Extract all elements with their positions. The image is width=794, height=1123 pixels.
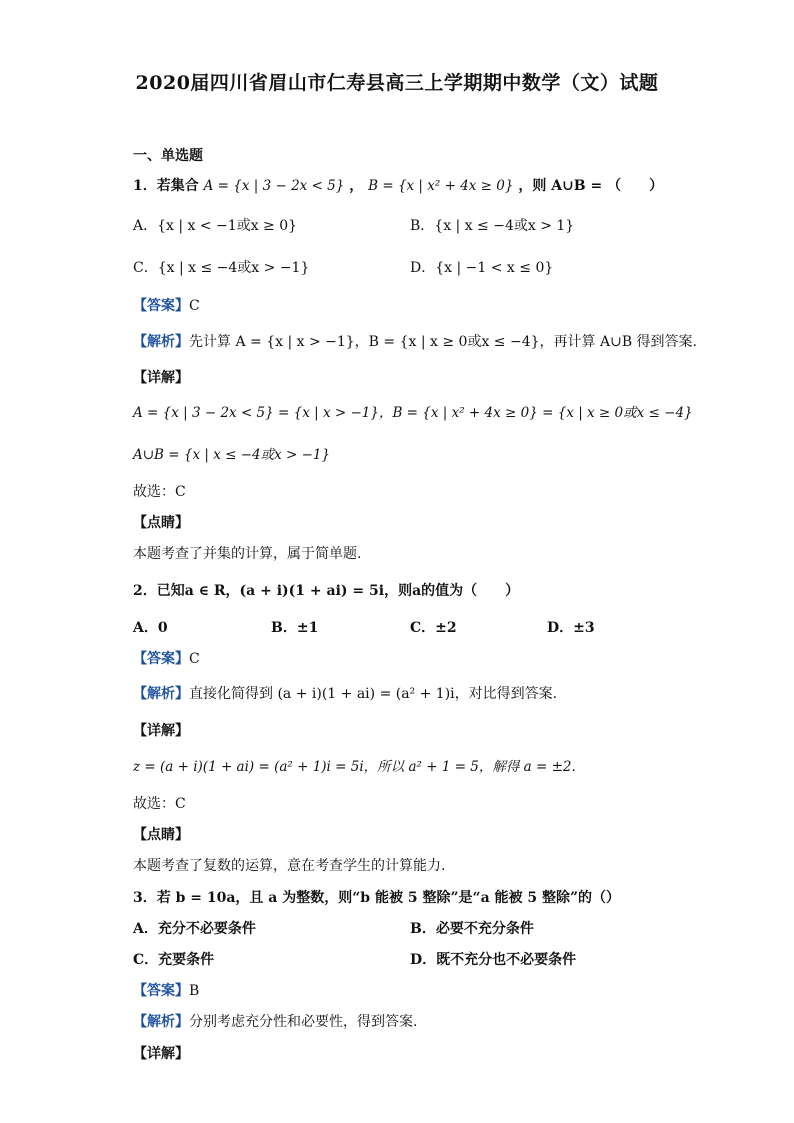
q3-answer [133, 981, 199, 1001]
q1-comment-tag: 【点睛】 [133, 515, 189, 531]
q1-option-a: A．{x | x < −1或x ≥ 0} [133, 218, 298, 234]
q1-analysis [133, 332, 697, 352]
q3-analysis-tag: 【解析】 [133, 1014, 189, 1030]
q2-analysis [133, 684, 557, 704]
q1-choose: 故选：C [133, 484, 186, 500]
q1-tail: ，则 A∪B = （ ） [518, 178, 664, 194]
q1-detail-line1: A = {x | 3 − 2x < 5} = {x | x > −1}，B = {x | x² + 4x ≥ 0} = {x | x ≥ 0或x ≤ −4} [133, 405, 693, 421]
q2-detail-line1: z = (a + i)(1 + ai) = (a² + 1)i = 5i，所以 a² + 1 = 5，解得 a = ±2. [133, 759, 576, 775]
q3-analysis-text: 分别考虑充分性和必要性，得到答案. [189, 1014, 418, 1030]
q1-answer-tag: 【答案】 [133, 298, 189, 314]
question-2-stem: 2．已知a ∈ R，(a + i)(1 + ai) = 5i，则a的值为（ ） [133, 583, 520, 599]
q1-analysis-tag: 【解析】 [133, 334, 189, 350]
q2-option-d: D．±3 [547, 620, 595, 636]
q2-answer-value: C [189, 651, 200, 667]
q1-option-d: D．{x | −1 < x ≤ 0} [410, 260, 554, 276]
q3-answer-value: B [189, 983, 200, 999]
section-heading: 一、单选题 [133, 148, 203, 164]
q2-comment-tag: 【点睛】 [133, 827, 189, 843]
q1-set-b: B = {x | x² + 4x ≥ 0} [368, 178, 514, 194]
q1-option-c: C．{x | x ≤ −4或x > −1} [133, 260, 310, 276]
q2-choose: 故选：C [133, 796, 186, 812]
q3-option-c: C．充要条件 [133, 952, 215, 968]
q3-answer-tag: 【答案】 [133, 983, 189, 999]
q2-analysis-text: 直接化简得到 (a + i)(1 + ai) = (a² + 1)i，对比得到答案. [189, 686, 558, 702]
q2-detail-tag: 【详解】 [133, 723, 189, 739]
q1-sep: ， [349, 178, 364, 194]
question-1-stem [133, 176, 663, 196]
q1-answer-value: C [189, 298, 200, 314]
q3-detail-tag: 【详解】 [133, 1046, 189, 1062]
q1-detail-line2: A∪B = {x | x ≤ −4或x > −1} [133, 447, 331, 463]
q3-option-b: B．必要不充分条件 [410, 921, 534, 937]
q2-analysis-tag: 【解析】 [133, 686, 189, 702]
q2-comment: 本题考查了复数的运算，意在考查学生的计算能力. [133, 858, 446, 874]
q3-option-d: D．既不充分也不必要条件 [410, 952, 577, 968]
q1-stem-text: 1．若集合 [133, 178, 199, 194]
q1-comment: 本题考查了并集的计算，属于简单题. [133, 546, 362, 562]
q1-detail-tag: 【详解】 [133, 370, 189, 386]
q2-option-c: C．±2 [410, 620, 457, 636]
q1-option-b: B．{x | x ≤ −4或x > 1} [410, 218, 575, 234]
question-3-stem: 3．若 b = 10a，且 a 为整数，则“b 能被 5 整除”是“a 能被 5 整除”的（） [133, 890, 621, 906]
q1-answer [133, 296, 200, 316]
q2-option-a: A．0 [133, 620, 168, 636]
q3-analysis [133, 1012, 417, 1032]
q1-set-a: A = {x | 3 − 2x < 5} [203, 178, 345, 194]
page-title: 2020届四川省眉山市仁寿县高三上学期期中数学（文）试题 [135, 72, 659, 94]
q2-option-b: B．±1 [271, 620, 319, 636]
q2-answer-tag: 【答案】 [133, 651, 189, 667]
q1-analysis-text: 先计算 A = {x | x > −1}，B = {x | x ≥ 0或x ≤ −4}，再计算 A∪B 得到答案. [189, 334, 698, 350]
q2-answer [133, 649, 200, 669]
q3-option-a: A．充分不必要条件 [133, 921, 256, 937]
